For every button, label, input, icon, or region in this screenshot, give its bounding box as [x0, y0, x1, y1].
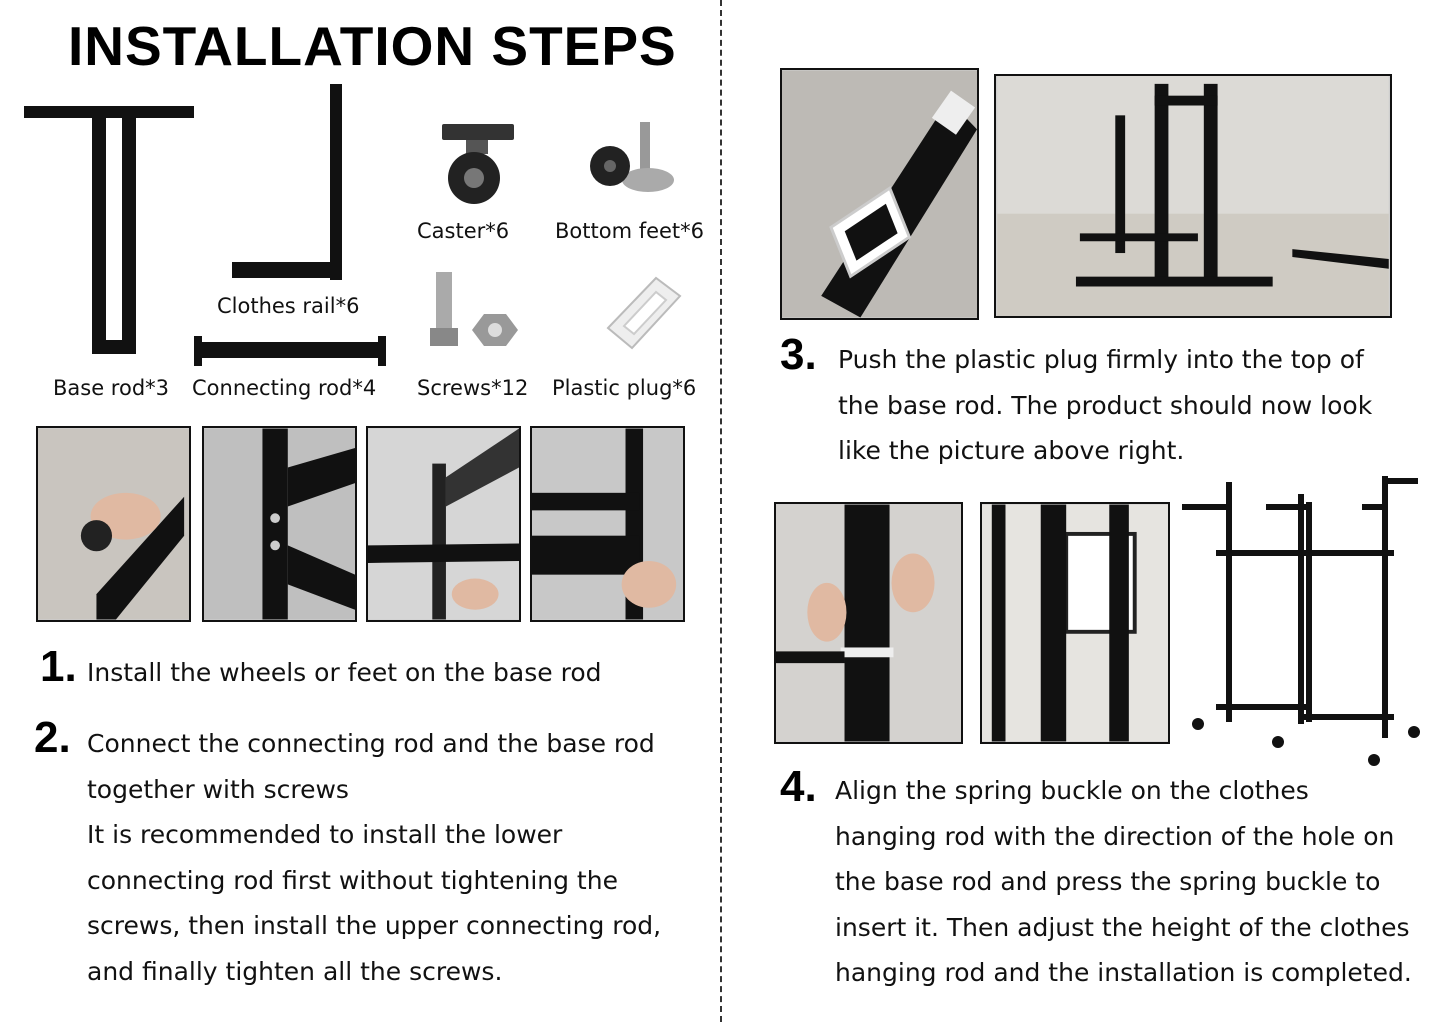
part-label-caster: Caster*6: [417, 219, 510, 243]
step3-photo-assembled-frame: [994, 74, 1392, 318]
step-2-line: screws, then install the upper connecting rod,: [87, 911, 662, 940]
screws-illustration: [428, 268, 522, 352]
finished-rack-illustration: [1178, 474, 1424, 768]
step-2-line: connecting rod first without tightening the: [87, 865, 618, 895]
step-2-number: 2.: [34, 713, 71, 762]
bottom-feet-illustration: [588, 120, 684, 200]
page-title: INSTALLATION STEPS: [68, 15, 677, 77]
base-rod-illustration: [24, 100, 196, 358]
step-4-line: hanging rod with the direction of the hole on: [835, 821, 1395, 851]
step-2-text: [87, 721, 661, 994]
step-2-line: together with screws: [87, 774, 349, 804]
step-4-line: Align the spring buckle on the clothes: [835, 776, 1309, 805]
center-divider: [720, 0, 722, 1022]
step-3-line: Push the plastic plug firmly into the top of: [838, 345, 1364, 374]
step-3-number: 3.: [780, 330, 817, 379]
step-3-text: [838, 337, 1372, 474]
step4-photo-buckle: [774, 502, 963, 744]
caster-illustration: [436, 120, 520, 206]
clothes-rail-illustration: [228, 82, 348, 282]
part-label-clothes-rail: Clothes rail*6: [217, 294, 360, 318]
step-1-text: [87, 650, 601, 696]
step-4-line: hanging rod and the installation is completed.: [835, 958, 1412, 987]
step2-photo-connect-c: [530, 426, 685, 622]
part-label-base-rod: Base rod*3: [53, 376, 170, 400]
step-4-text: [835, 768, 1412, 996]
step-1-line: Install the wheels or feet on the base rod: [87, 658, 602, 687]
step-4-line: the base rod and press the spring buckle to: [835, 867, 1381, 896]
step1-photo-caster: [36, 426, 191, 622]
part-label-screws: Screws*12: [417, 376, 529, 400]
connecting-rod-illustration: [192, 334, 388, 368]
part-label-bottom-feet: Bottom feet*6: [555, 219, 705, 243]
step-2-line: It is recommended to install the lower: [87, 820, 563, 849]
plastic-plug-illustration: [600, 272, 684, 352]
step-4-line: insert it. Then adjust the height of the clothes: [835, 912, 1410, 942]
step-3-line: the base rod. The product should now look: [838, 390, 1373, 420]
part-label-connecting-rod: Connecting rod*4: [192, 376, 377, 400]
step4-photo-insert: [980, 502, 1170, 744]
part-label-plastic-plug: Plastic plug*6: [552, 376, 697, 400]
step-2-line: Connect the connecting rod and the base rod: [87, 729, 655, 758]
step2-photo-connect-a: [202, 426, 357, 622]
step-1-number: 1.: [40, 642, 77, 691]
step-4-number: 4.: [780, 762, 817, 811]
step2-photo-connect-b: [366, 426, 521, 622]
step-2-line: and finally tighten all the screws.: [87, 956, 503, 986]
step3-photo-plug: [780, 68, 979, 320]
step-3-line: like the picture above right.: [838, 436, 1185, 465]
